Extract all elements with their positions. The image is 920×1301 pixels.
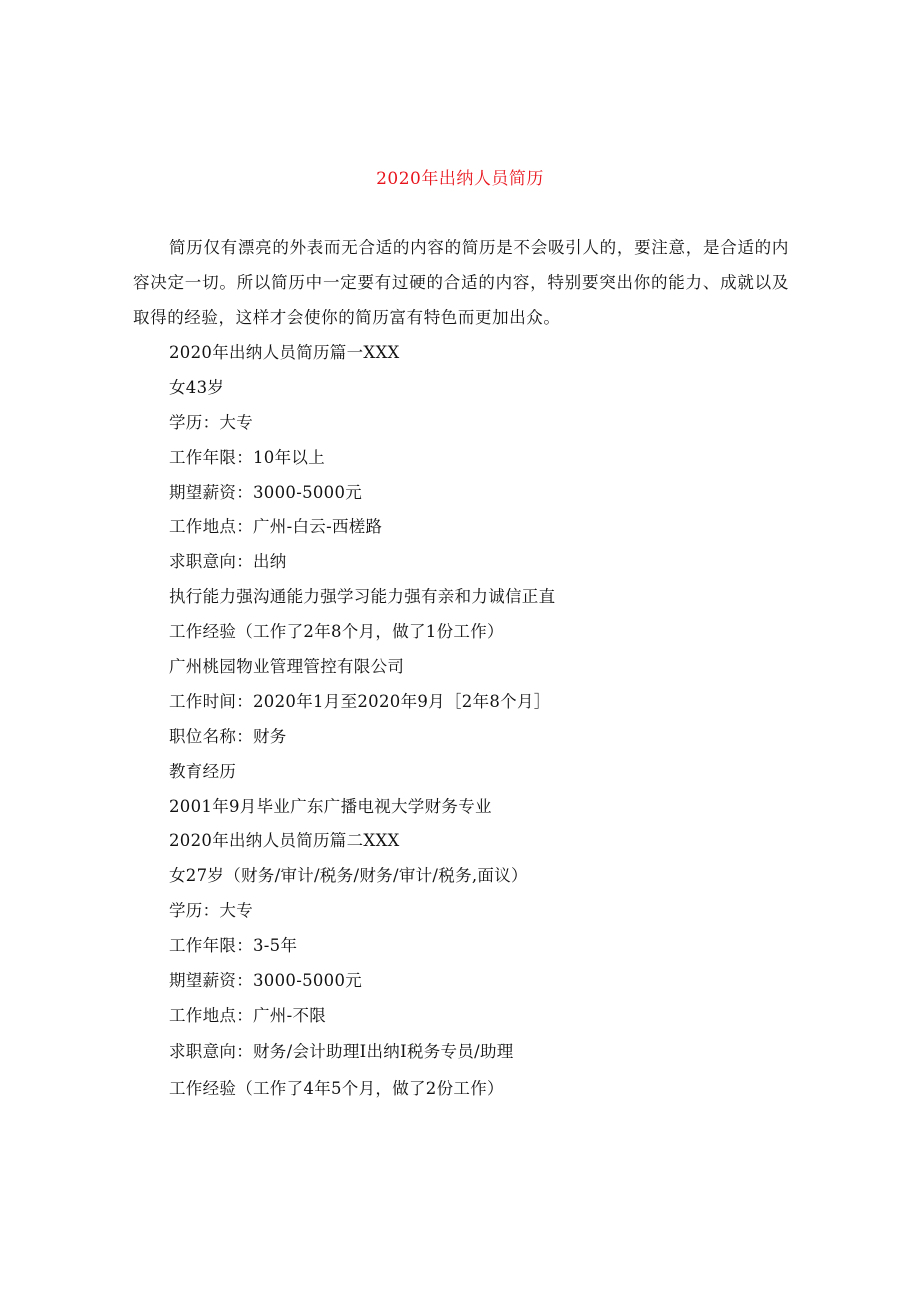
document-line: 期望薪资：3000-5000元 [169, 971, 363, 991]
document-line: 工作年限：10年以上 [169, 447, 325, 467]
document-line: 广州桃园物业管理管控有限公司 [169, 657, 405, 677]
document-line: 工作时间：2020年1月至2020年9月［2年8个月］ [169, 691, 551, 711]
document-line: 女27岁（财务/审计/税务/财务/审计/税务,面议） [169, 866, 528, 886]
document-line: 求职意向：财务/会计助理I出纳I税务专员/助理 [169, 1042, 514, 1062]
document-line: 执行能力强沟通能力强学习能力强有亲和力诚信正直 [169, 587, 556, 607]
document-line: 女43岁 [169, 377, 225, 397]
document-line: 教育经历 [169, 761, 237, 781]
document-title: 2020年出纳人员简历 [376, 169, 544, 189]
document-line: 工作经验（工作了2年8个月，做了1份工作） [169, 622, 504, 642]
document-line: 2001年9月毕业广东广播电视大学财务专业 [169, 796, 492, 816]
document-line: 工作地点：广州-不限 [169, 1005, 327, 1025]
document-line: 学历：大专 [169, 901, 253, 921]
document-line: 2020年出纳人员简历篇一XXX [169, 343, 400, 362]
document-line: 学历：大专 [169, 412, 253, 432]
document-line: 职位名称：财务 [169, 726, 287, 746]
document-line: 求职意向：出纳 [169, 552, 287, 572]
document-line: 期望薪资：3000-5000元 [169, 482, 363, 502]
document-line: 工作经验（工作了4年5个月，做了2份工作） [169, 1078, 504, 1098]
document-line: 2020年出纳人员简历篇二XXX [169, 831, 400, 851]
intro-paragraph: 简历仅有漂亮的外表而无合适的内容的简历是不会吸引人的，要注意，是合适的内容决定一切。所以简历中一定要有过硬的合适的内容，特别要突出你的能力、成就以及取得的经验，这样才会使你的简历富有特色而更加出众。 [133, 238, 789, 327]
document-line: 工作年限：3-5年 [169, 936, 298, 956]
resume-lines [169, 340, 809, 1111]
document-line: 工作地点：广州-白云-西槎路 [169, 517, 383, 537]
